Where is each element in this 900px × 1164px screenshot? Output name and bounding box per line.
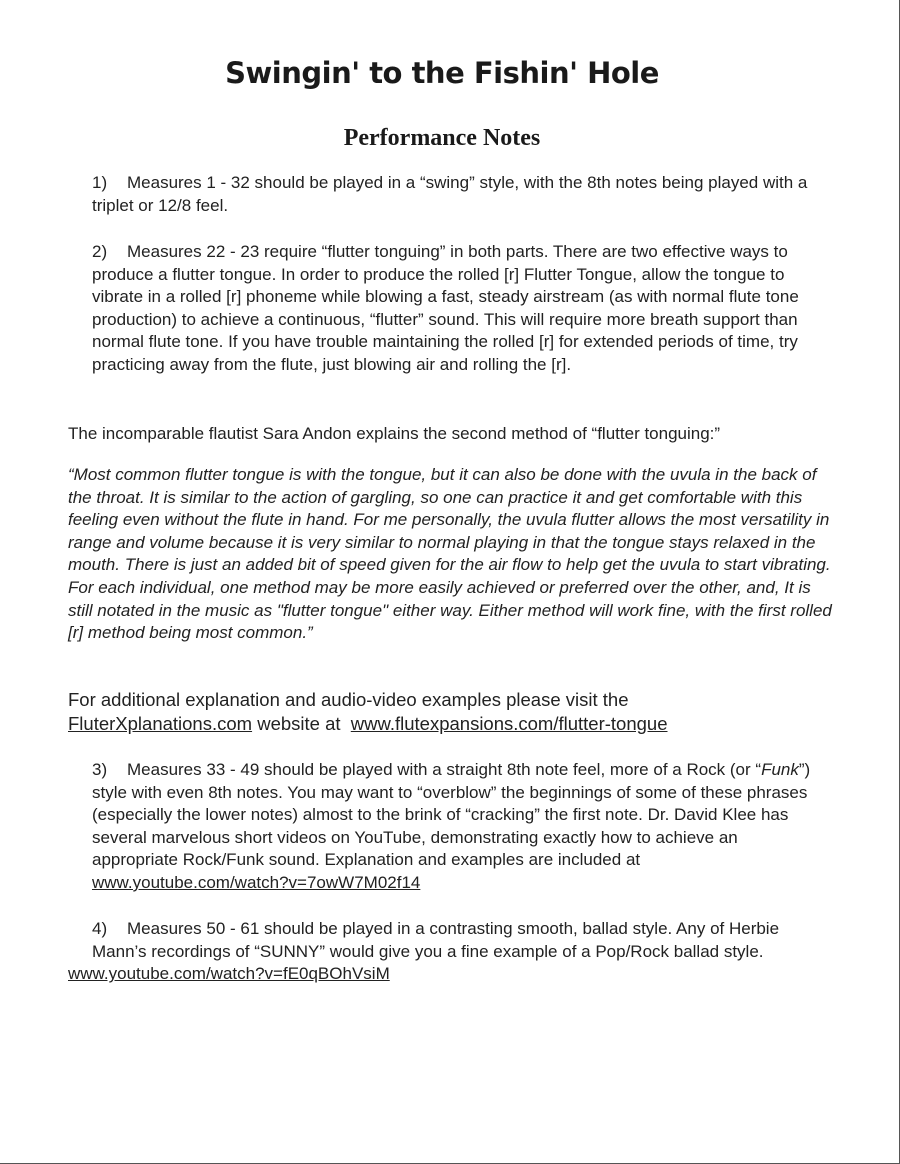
quote-block (68, 464, 838, 645)
note-3 (68, 759, 828, 895)
note-text: Measures 1 - 32 should be played in a “swing” style, with the 8th notes being played with a triplet or 12/8 feel. (92, 173, 808, 215)
visit-paragraph (68, 688, 828, 735)
quote-text: “Most common flutter tongue is with the tongue, but it can also be done with the uvula in the back of the throat. It is similar to the action of gargling, so one can practice it and get comfortable with this feeling even without the flute in hand. For me personally, the uvula flutter allows the most versatility in range and volume because it is very similar to normal playing in that the tongue stays relaxed in the mouth. There is just an added bit of speed given for the air flow to help get the uvula to start vibrating. For each individual, one method may be more easily achieved or preferred over the other, and, It is still notated in the music as "flutter tongue" either way. Either method will work fine, with the first rolled [r] method being most common.” (68, 465, 832, 643)
quote-intro-text: The incomparable flautist Sara Andon explains the second method of “flutter tonguing:” (68, 424, 721, 443)
note-number: 3) (92, 760, 108, 779)
site-url-link[interactable]: www.flutexpansions.com/flutter-tongue (350, 712, 668, 734)
note-1 (68, 172, 828, 217)
youtube-link-sunny[interactable]: www.youtube.com/watch?v=fE0qBOhVsiM (68, 964, 390, 984)
note-2 (68, 241, 828, 377)
note-number: 1) (92, 173, 108, 192)
page-title: Swingin' to the Fishin' Hole (225, 56, 659, 90)
note-number: 4) (92, 919, 108, 938)
visit-line-1: For additional explanation and audio-video examples please visit the (68, 689, 629, 710)
site-name-link[interactable]: FluterXplanations.com (68, 712, 253, 734)
note-text-b: ”) style with even 8th notes. You may want to “overblow” the beginnings of some of these phrases (especially the lower notes) almost to the brink of “cracking” the first note. Dr. David Klee has several marvelous short videos on YouTube, demonstrating exactly how to achieve an appropriate Rock/Funk sound. Explanation and examples are included at (92, 760, 811, 870)
funk-word: Funk (761, 760, 799, 779)
note-text: Measures 22 - 23 require “flutter tonguing” in both parts. There are two effective ways to produce a flutter tongue. In order to produce the rolled [r] Flutter Tongue, allow the tongue to vibrate in a rolled [r] phoneme while blowing a fast, steady airstream (as with normal flute tone production) to achieve a continuous, “flutter” sound. This will require more breath support than normal flute tone. If you have trouble maintaining the rolled [r] for extended periods of time, try practicing away from the flute, just blowing air and rolling the [r]. (92, 242, 799, 374)
note-text-a: Measures 33 - 49 should be played with a straight 8th note feel, more of a Rock (or “ (127, 760, 762, 779)
section-heading: Performance Notes (343, 125, 541, 151)
note-text: Measures 50 - 61 should be played in a contrasting smooth, ballad style. Any of Herbie Mann’s recordings of “SUNNY” would give you a fine example of a Pop/Rock ballad style. (92, 919, 780, 961)
note-4 (68, 918, 828, 986)
youtube-link-klee[interactable]: www.youtube.com/watch?v=7owW7M02f14 (92, 872, 421, 892)
quote-intro (68, 423, 828, 446)
visit-middle-text: website at (252, 712, 351, 734)
note-number: 2) (92, 242, 108, 261)
